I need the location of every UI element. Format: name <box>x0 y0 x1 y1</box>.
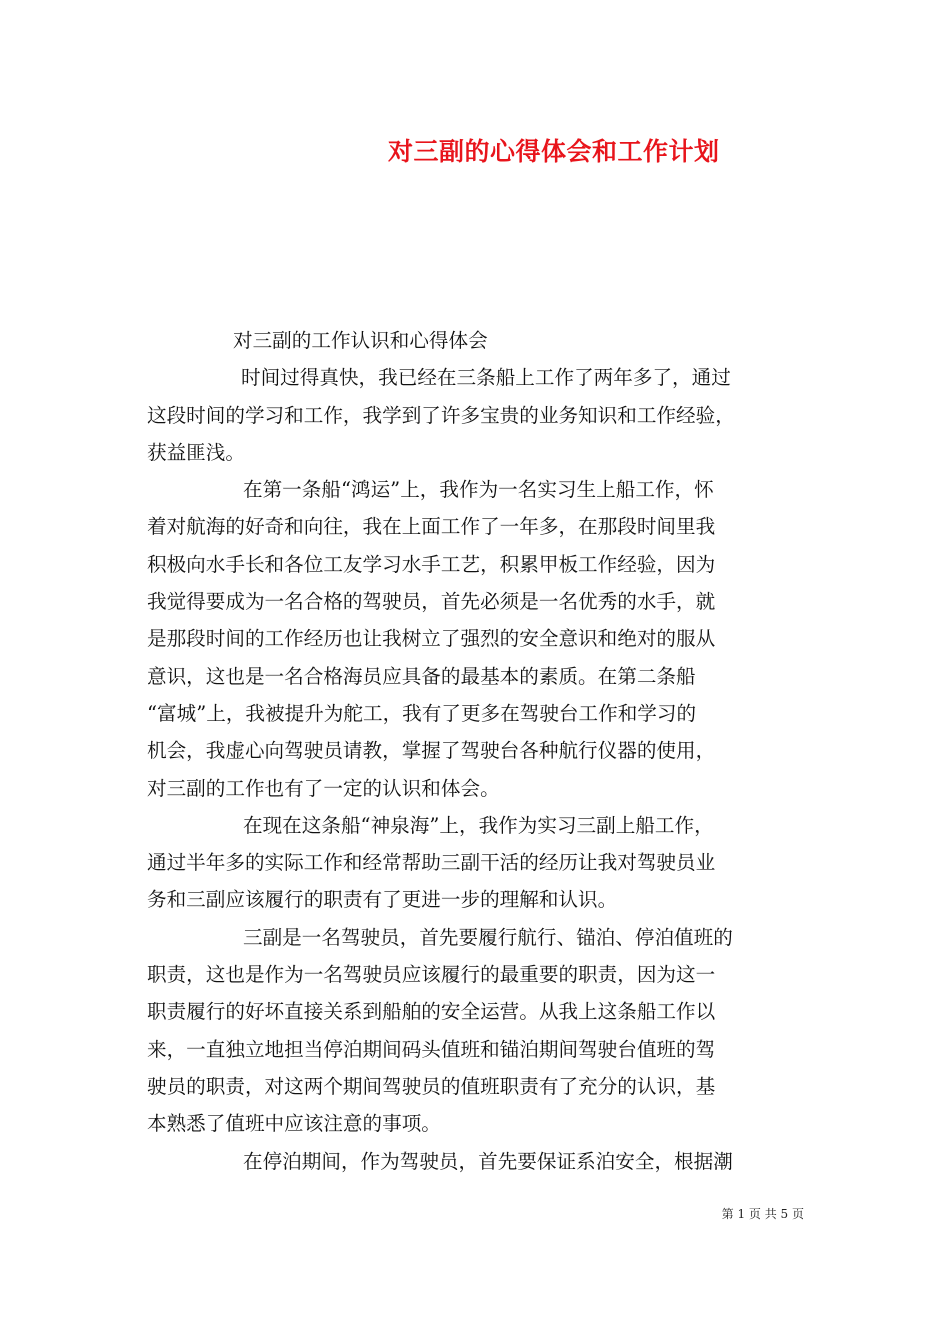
paragraph-line: 务和三副应该履行的职责有了更进一步的理解和认识。 <box>147 888 618 912</box>
paragraph-line: 获益匪浅。 <box>147 440 245 464</box>
document-body <box>147 322 811 1180</box>
section-heading: 对三副的工作认识和心得体会 <box>233 329 488 352</box>
paragraph-line: “富城”上，我被提升为舵工，我有了更多在驾驶台工作和学习的 <box>147 701 697 725</box>
paragraph-line: 通过半年多的实际工作和经常帮助三副干活的经历让我对驾驶员业 <box>147 851 716 875</box>
paragraph-line: 机会，我虚心向驾驶员请教，掌握了驾驶台各种航行仪器的使用， <box>147 739 716 763</box>
paragraph-line: 着对航海的好奇和向往，我在上面工作了一年多，在那段时间里我 <box>147 515 716 539</box>
paragraph-line: 是那段时间的工作经历也让我树立了强烈的安全意识和绝对的服从 <box>147 627 716 651</box>
paragraph-line: 这段时间的学习和工作，我学到了许多宝贵的业务知识和工作经验， <box>147 403 735 427</box>
paragraph-line: 意识，这也是一名合格海员应具备的最基本的素质。在第二条船 <box>147 664 696 688</box>
paragraph-line: 时间过得真快，我已经在三条船上工作了两年多了，通过 <box>241 366 731 390</box>
paragraph-line: 职责履行的好坏直接关系到船舶的安全运营。从我上这条船工作以 <box>147 1000 716 1024</box>
paragraph-line: 积极向水手长和各位工友学习水手工艺，积累甲板工作经验，因为 <box>147 552 716 576</box>
paragraph-line: 来，一直独立地担当停泊期间码头值班和锚泊期间驾驶台值班的驾 <box>147 1037 716 1061</box>
paragraph-line: 驶员的职责，对这两个期间驾驶员的值班职责有了充分的认识，基 <box>147 1074 716 1098</box>
paragraph-line: 三副是一名驾驶员，首先要履行航行、锚泊、停泊值班的 <box>243 925 733 949</box>
page-number-footer: 第 1 页 共 5 页 <box>721 1207 804 1221</box>
paragraph-line: 在现在这条船“神泉海”上，我作为实习三副上船工作， <box>243 813 714 837</box>
paragraph-line: 职责，这也是作为一名驾驶员应该履行的最重要的职责，因为这一 <box>147 963 716 987</box>
paragraph-line: 我觉得要成为一名合格的驾驶员，首先必须是一名优秀的水手，就 <box>147 590 716 614</box>
paragraph-line: 对三副的工作也有了一定的认识和体会。 <box>147 776 500 800</box>
paragraph-line: 在停泊期间，作为驾驶员，首先要保证系泊安全，根据潮 <box>243 1149 733 1173</box>
document-title: 对三副的心得体会和工作计划 <box>388 137 720 166</box>
paragraph-line: 本熟悉了值班中应该注意的事项。 <box>147 1112 441 1136</box>
paragraph-line: 在第一条船“鸿运”上，我作为一名实习生上船工作，怀 <box>243 478 714 502</box>
